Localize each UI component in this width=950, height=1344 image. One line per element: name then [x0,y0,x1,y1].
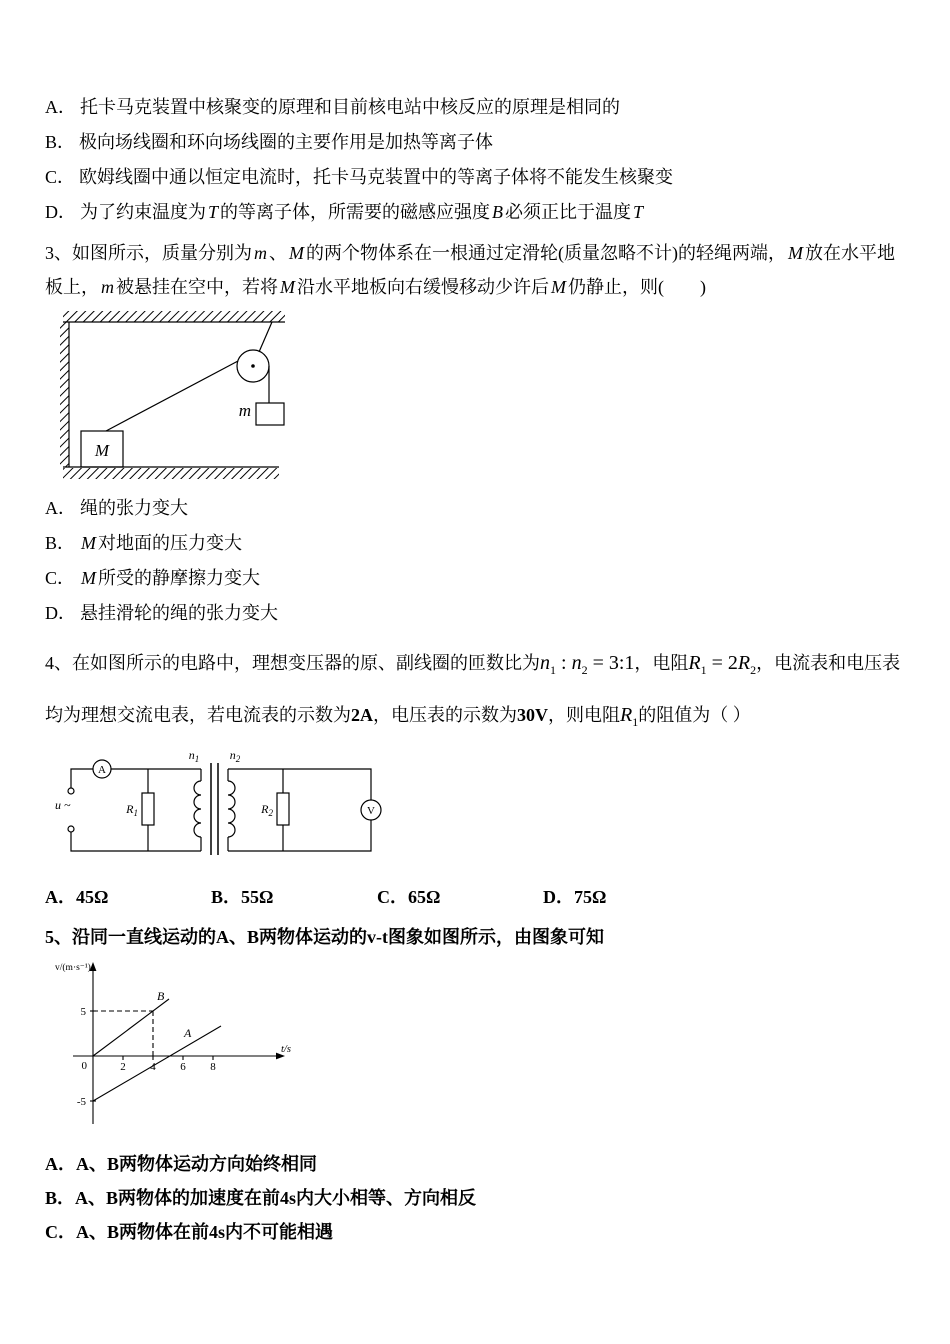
pulley-support-rope [259,322,272,352]
wall-hatch [60,322,69,467]
source-terminal-top [68,788,74,794]
n2-coil-label [230,748,241,764]
x-tick-label-8: 8 [210,1061,216,1073]
y-axis-label: v/(m·s⁻¹) [55,963,91,973]
text-segment: ，电阻 [634,653,689,673]
q5-option-b: B．A、B两物体的加速度在前4s内大小相等、方向相反 [45,1188,477,1208]
resistor-R1 [142,793,154,825]
variable-B: B [492,202,504,222]
source-label: u ~ [55,798,71,812]
question-3-stem [45,236,905,304]
option-text: 所受的静摩擦力变大 [98,568,261,588]
R1-symbol [620,704,639,729]
q5-option-c: C．A、B两物体在前4s内不可能相遇 [45,1222,334,1242]
x-tick-label-2: 2 [120,1061,126,1073]
variable-R1: R [688,652,701,674]
option-text: 极向场线圈和环向场线圈的主要作用是加热等离子体 [79,132,494,152]
text-segment: 沿水平地板向右缓慢移动少许后 [297,277,549,297]
pulley-diagram [59,308,295,482]
line-B [93,999,169,1056]
option-label: C． [45,568,76,588]
ammeter-label: A [98,764,106,776]
text-segment: 4、在如图所示的电路中，理想变压器的原、副线圈的匝数比为 [45,653,540,673]
equals: = 2 [706,652,738,674]
text-segment: 3、如图所示，质量分别为 [45,243,252,263]
q3-option-d [45,602,905,624]
mass-m-box [256,403,284,425]
x-tick-label-4: 4 [150,1061,156,1073]
wire [71,832,201,851]
variable-M: M [280,277,295,297]
r2-base: R [261,802,269,816]
line-A [93,1026,221,1101]
q2-option-a [45,96,905,118]
option-label: C． [45,167,76,187]
line-A-label: A [184,1026,192,1040]
text-segment: 、 [269,243,287,263]
turns-ratio-formula [540,652,635,677]
pulley-structure [60,311,285,479]
y-tick-label-neg5: -5 [76,1096,86,1108]
source-terminal-bottom [68,826,74,832]
variable-n1: n [540,652,550,674]
variable-m: m [254,243,267,263]
variable-M: M [289,243,304,263]
q4-option-b: B．55Ω [211,887,274,907]
option-text: 欧姆线圈中通以恒定电流时，托卡马克装置中的等离子体将不能发生核聚变 [79,167,674,187]
primary-coil [194,781,201,837]
ceiling-hatch [63,311,285,322]
option-label: D． [45,202,76,222]
floor-hatch [63,468,279,479]
n1-coil-label [189,748,200,764]
q2-option-c [45,166,905,188]
option-text: 绳的张力变大 [80,498,188,518]
line-B-label: B [157,989,165,1003]
text-segment: 仍静止，则( ) [568,277,706,297]
origin-label: 0 [81,1060,87,1072]
subscript: 1 [700,663,707,677]
y-tick-label-5: 5 [80,1006,86,1018]
q4-options-row [45,886,905,908]
q2-option-d [45,201,905,223]
text-segment: 被悬挂在空中，若将 [116,277,278,297]
transformer-circuit-figure [53,747,905,876]
q5-options [45,1153,905,1243]
mass-M-label: M [94,441,110,460]
voltmeter-label: V [367,805,375,817]
text-segment: ，电压表的示数为 [373,705,517,725]
variable-M: M [788,243,803,263]
text-segment: 的等离子体，所需要的磁感应强度 [220,202,491,222]
vt-graph [53,958,295,1130]
option-text: 悬挂滑轮的绳的张力变大 [80,603,278,623]
q4-option-d: D．75Ω [543,887,607,907]
graph-axes [73,968,279,1124]
question-4-stem [45,637,905,741]
option-label: A． [45,498,76,518]
option-text: 对地面的压力变大 [98,533,243,553]
x-axis-label: t/s [281,1044,291,1055]
wire [228,820,371,851]
R2-resistor-label [260,802,273,818]
transformer-circuit-diagram [53,747,385,871]
text-segment: 的两个物体系在一根通过定滑轮(质量忽略不计)的轻绳两端， [306,243,786,263]
subscript: 2 [581,663,588,677]
n2-sub: 2 [235,754,241,764]
circuit-wires [68,760,381,855]
text-segment: 必须正比于温度 [505,202,632,222]
text-segment: 放在水平地板上， [45,243,895,297]
variable-T: T [633,202,644,222]
ratio-value: = 3:1 [587,652,635,674]
option-label: D． [45,603,76,623]
vt-graph-figure [53,958,905,1135]
option-label: B． [45,533,76,553]
q2-option-b [45,131,905,153]
text-segment: 为了约束温度为 [80,202,206,222]
wire [71,769,93,788]
variable-n2: n [571,652,582,674]
wire [228,769,371,800]
pulley-axle [251,364,255,368]
variable-M: M [551,277,566,297]
variable-T: T [208,202,219,222]
q5-option-a: A．A、B两物体运动方向始终相同 [45,1154,318,1174]
variable-M: M [81,533,97,553]
r1-sub: 1 [133,808,138,818]
resistor-R2 [277,793,289,825]
r1-base: R [126,802,134,816]
subscript: 1 [632,715,639,729]
variable-m: m [101,277,114,297]
question-5-stem: 5、沿同一直线运动的A、B两物体运动的v-t图象如图所示，由图象可知 [45,927,604,947]
option-text: 托卡马克装置中核聚变的原理和目前核电站中核反应的原理是相同的 [80,97,620,117]
x-tick-label-6: 6 [180,1061,186,1073]
q4-option-c: C．65Ω [377,887,441,907]
text-segment: ，则电阻 [548,705,620,725]
q3-option-b [45,532,905,554]
q4-option-a: A．45Ω [45,887,109,907]
text-segment: 的阻值为（ ） [638,705,751,725]
subscript: 1 [550,663,556,677]
rope-to-M [106,361,238,431]
voltmeter-reading: 30V [517,705,548,725]
text-segment: ，电流表和电压表均为理想交流电表，若电流表的示数为 [45,653,901,725]
subscript: 2 [750,663,757,677]
pulley-figure [59,308,905,487]
variable-R1: R [620,704,633,726]
colon: : [556,652,572,674]
variable-M: M [81,568,97,588]
option-label: B． [45,132,76,152]
R1-resistor-label [125,802,138,818]
n2-base: n [229,748,236,762]
q3-option-c [45,567,905,589]
resistance-relation-formula [688,652,757,677]
q3-option-a [45,497,905,519]
n1-base: n [188,748,195,762]
n1-sub: 1 [194,754,200,764]
ammeter-reading: 2A [351,705,373,725]
mass-m-label: m [238,401,251,420]
secondary-coil [228,781,235,837]
r2-sub: 2 [268,808,273,818]
variable-R2: R [737,652,751,674]
option-label: A． [45,97,76,117]
